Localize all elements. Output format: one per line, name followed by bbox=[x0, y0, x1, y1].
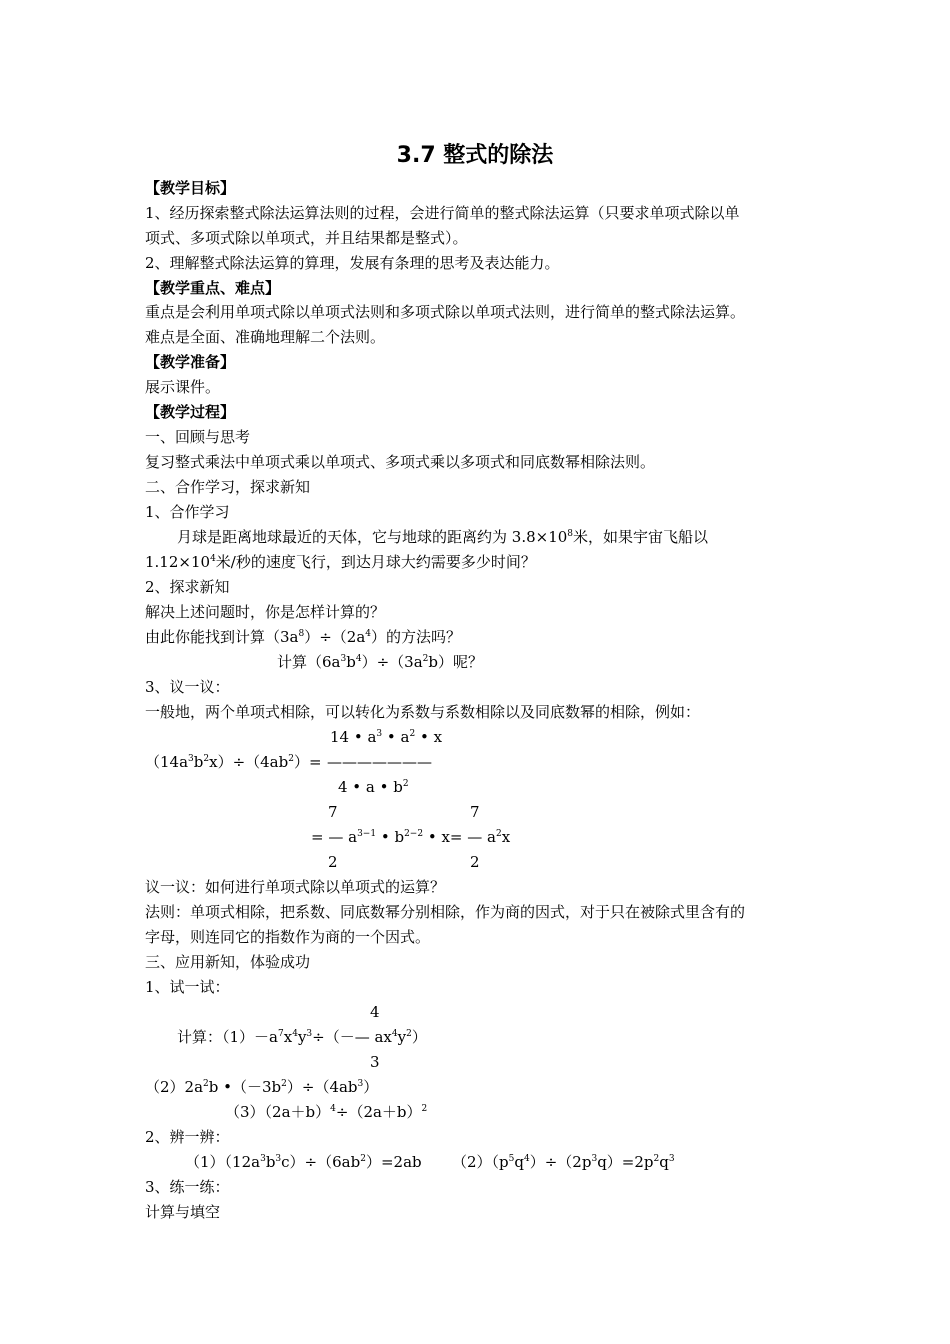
process-line: 2、辨一辨： bbox=[145, 1128, 230, 1146]
section-heading-goals: 【教学目标】 bbox=[145, 179, 236, 197]
fraction-numerator: 14 • $a^3$ • $a^2$ • x bbox=[330, 728, 443, 746]
fraction-result: = — $a^{3-1}$ • $b^{2-2}$ • x= — $a^2x$ bbox=[311, 828, 511, 846]
moon-problem-line2: $1.12\times 10^4$米/秒的速度飞行，到达月球大约需要多少时间？ bbox=[145, 553, 536, 571]
process-line: 一、回顾与思考 bbox=[145, 428, 251, 446]
process-line: 3、议一议： bbox=[145, 678, 230, 696]
section-heading-key-points: 【教学重点、难点】 bbox=[145, 279, 281, 297]
process-line: 1、合作学习 bbox=[145, 503, 230, 521]
process-line: 复习整式乘法中单项式乘以单项式、多项式乘以多项式和同底数幂相除法则。 bbox=[145, 453, 656, 471]
process-line: 二、合作学习，探求新知 bbox=[145, 478, 311, 496]
fraction-bar: ——————— bbox=[327, 753, 432, 771]
process-line: 三、应用新知，体验成功 bbox=[145, 953, 311, 971]
rule-line: 法则：单项式相除，把系数、同底数幂分别相除，作为商的因式，对于只在被除式里含有的 bbox=[145, 903, 746, 921]
discern-2: $(2)(p^5q^4)\div(2p^3q)=2p^2q^3$ bbox=[452, 1153, 675, 1171]
process-line: 3、练一练： bbox=[145, 1178, 230, 1196]
process-line: 一般地，两个单项式相除，可以转化为系数与系数相除以及同底数幂的相除，例如： bbox=[145, 703, 701, 721]
process-line: 2、探求新知 bbox=[145, 578, 230, 596]
section-heading-process: 【教学过程】 bbox=[145, 403, 236, 421]
process-line: 由此你能找到计算$(3a^8)\div(2a^4)$的方法吗？ bbox=[145, 628, 462, 646]
moon-problem-line1: 月球是距离地球最近的天体，它与地球的距离约为 $3.8\times 10^8$米，如果宇宙飞船以 bbox=[177, 528, 709, 546]
fraction-denominator-3: 3 bbox=[370, 1053, 380, 1071]
prep-line: 展示课件。 bbox=[145, 378, 221, 396]
rule-line: 字母，则连同它的指数作为商的一个因式。 bbox=[145, 928, 431, 946]
exercise-2: $(2)2a^2b$ $•(-3b^2)\div(4ab^3)$ bbox=[145, 1078, 379, 1096]
key-point-line: 难点是全面、准确地理解二个法则。 bbox=[145, 328, 386, 346]
process-line: 解决上述问题时，你是怎样计算的？ bbox=[145, 603, 386, 621]
page-title: 3.7 整式的除法 bbox=[396, 143, 554, 168]
discern-1: $(1)(12a^3b^3c)\div(6ab^2)=2ab$ bbox=[185, 1153, 422, 1171]
fraction-denominator-2: 2 bbox=[328, 853, 338, 871]
goal-line: 2、理解整式除法运算的算理，发展有条理的思考及表达能力。 bbox=[145, 254, 560, 272]
fraction-denominator: 4 • a • $b^2$ bbox=[338, 778, 409, 796]
goal-line: 项式、多项式除以单项式，并且结果都是整式）。 bbox=[145, 229, 468, 247]
exercise-1: 计算：$(1)-a^7x^4y^3\div(-—$ $ax^4y^2$） bbox=[177, 1028, 427, 1046]
exercise-3: $(3)(2a+b)^4\div(2a+b)^2$ bbox=[225, 1103, 428, 1121]
fraction-numerator-7: 7 bbox=[470, 803, 480, 821]
fraction-numerator-7: 7 bbox=[328, 803, 338, 821]
key-point-line: 重点是会利用单项式除以单项式法则和多项式除以单项式法则，进行简单的整式除法运算。 bbox=[145, 303, 746, 321]
section-heading-prep: 【教学准备】 bbox=[145, 353, 236, 371]
process-line: 计算$(6a^3b^4)\div(3a^2b)$呢？ bbox=[277, 653, 483, 671]
goal-line: 1、经历探索整式除法运算法则的过程，会进行简单的整式除法运算（只要求单项式除以单 bbox=[145, 204, 740, 222]
process-line: 计算与填空 bbox=[145, 1203, 221, 1221]
fraction-lhs: $(14a^3b^2x)\div(4ab^2)=$ bbox=[145, 753, 322, 771]
process-line: 议一议：如何进行单项式除以单项式的运算？ bbox=[145, 878, 446, 896]
fraction-denominator-2: 2 bbox=[470, 853, 480, 871]
fraction-numerator-4: 4 bbox=[370, 1003, 380, 1021]
process-line: 1、试一试： bbox=[145, 978, 230, 996]
